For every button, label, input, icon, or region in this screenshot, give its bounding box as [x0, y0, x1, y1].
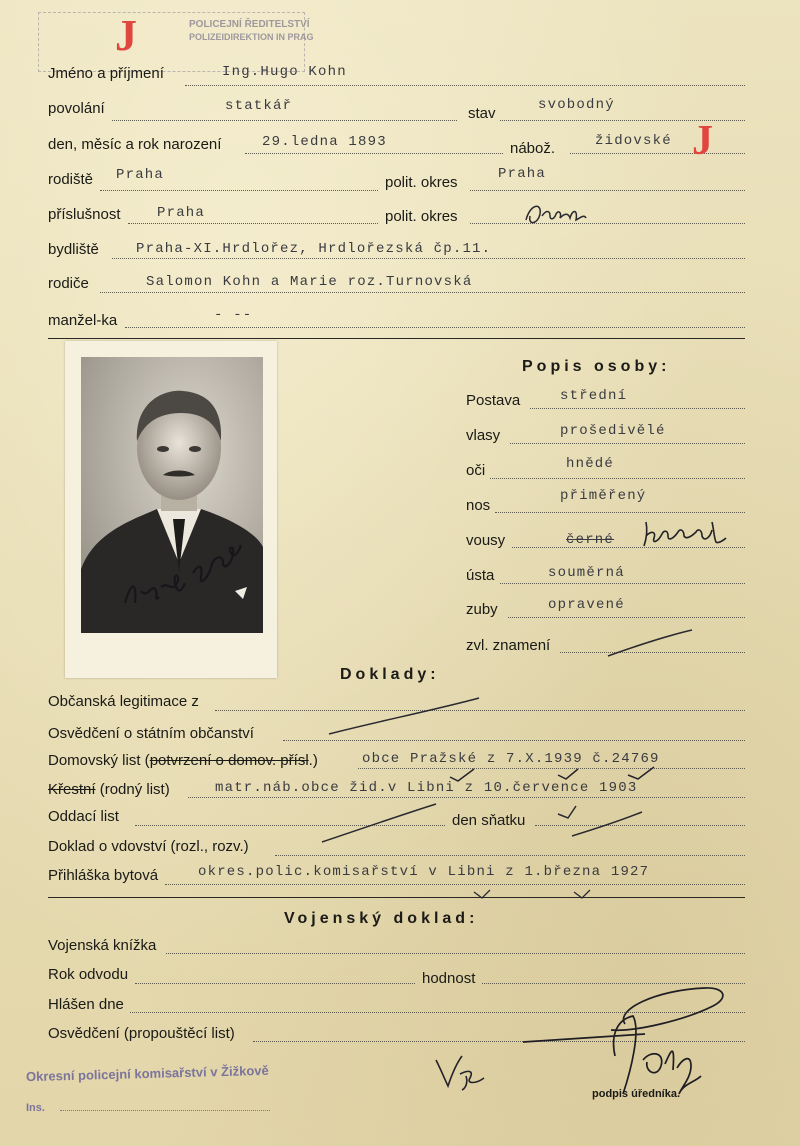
name-line [185, 85, 745, 86]
home-list-label [48, 752, 318, 769]
district-stamp: Okresní policejní komisařství v Žižkově [25, 1062, 269, 1085]
id-dash [325, 696, 485, 736]
year-label: Rok odvodu [48, 966, 129, 983]
hair-value: prošedivělé [560, 423, 666, 439]
signature-label: podpis úředníka. [592, 1088, 681, 1100]
name-value: Ing.Hugo Kohn [222, 64, 347, 80]
section-divider [48, 338, 745, 339]
citizenship-cert-line [283, 740, 745, 741]
birthplace-label: rodiště [48, 171, 94, 188]
certificate-label: Osvědčení (propouštěcí list) [48, 1025, 235, 1042]
birth-cert-value: matr.náb.obce žid.v Libni z 10.července 1903 [215, 780, 638, 796]
spouse-label: manžel-ka [48, 312, 118, 329]
eyes-label: oči [466, 462, 486, 479]
divider-ticks [470, 886, 610, 902]
registration-line [165, 884, 745, 885]
check-marks [448, 765, 678, 785]
marks-label: zvl. znamení [466, 637, 551, 654]
documents-title: Doklady: [340, 666, 440, 683]
portrait-photo [65, 341, 277, 678]
marriage-day-label: den sňatku [452, 812, 526, 829]
occupation-line [112, 120, 457, 121]
home-list-value: obce Pražské z 7.X.1939 č.24769 [362, 751, 660, 767]
beard-handwritten: knírek [640, 518, 643, 519]
registration-label: Přihláška bytová [48, 867, 159, 884]
birth-label: den, měsíc a rok narození [48, 136, 222, 153]
portrait-image [65, 341, 277, 678]
hair-line [510, 443, 745, 444]
occupation-label: povolání [48, 100, 105, 117]
citizenship-value: Praha [157, 205, 206, 221]
beard-label: vousy [466, 532, 506, 549]
religion-label: nábož. [510, 140, 556, 157]
eyes-value: hnědé [566, 456, 615, 472]
religion-j-mark: J [692, 118, 713, 164]
mouth-line [500, 583, 745, 584]
teeth-value: opravené [548, 597, 625, 613]
military-booklet-label: Vojenská knížka [48, 937, 157, 954]
birth-line [245, 153, 503, 154]
nose-line [495, 512, 745, 513]
initials-text: Vz [432, 1052, 434, 1053]
build-line [530, 408, 745, 409]
id-label: Občanská legitimace z [48, 693, 199, 710]
marks-dash [606, 628, 696, 658]
teeth-label: zuby [466, 601, 498, 618]
year-line [135, 983, 415, 984]
birth-cert-label [48, 781, 170, 798]
status-label: stav [468, 105, 496, 122]
teeth-line [508, 617, 745, 618]
marriage-label: Oddací list [48, 808, 119, 825]
birth-cert-label-text: (rodný list) [99, 781, 170, 798]
spouse-line [125, 327, 745, 328]
residence-label: bydliště [48, 241, 99, 258]
occupation-value: statkář [225, 98, 293, 114]
military-title: Vojenský doklad: [284, 910, 479, 927]
widow-label: Doklad o vdovství (rozl., rozv.) [48, 838, 249, 855]
eyes-line [490, 478, 745, 479]
police-stamp [38, 12, 314, 72]
stamp-dots [60, 1110, 270, 1111]
stamp-line: POLICEJNÍ ŘEDITELSTVÍ [189, 19, 310, 30]
widow-line [275, 855, 745, 856]
home-list-label-strike: potvrzení o domov. přísl [149, 752, 309, 769]
spouse-value: - -- [214, 307, 253, 323]
district-stamp-line2: Ins. [26, 1102, 45, 1114]
photo-signature: Ing.Hugo Kohn [65, 341, 72, 342]
handwritten-beard [640, 518, 730, 550]
religion-line [570, 153, 745, 154]
registration-value: okres.polic.komisařství v Libni z 1.března 1927 [198, 864, 650, 880]
religion-value: židovské [595, 133, 672, 149]
district-value: Praha [498, 166, 547, 182]
residence-line [112, 258, 745, 259]
birthplace-value: Praha [116, 167, 165, 183]
stamp-line: POLIZEIDIREKTION IN PRAG [189, 32, 314, 42]
district-label: polit. okres [385, 174, 458, 191]
name-label: Jméno a příjmení [48, 65, 164, 82]
build-value: střední [560, 388, 628, 404]
birthplace-line [100, 190, 378, 191]
military-booklet-line [166, 953, 745, 954]
marriage-dashes [318, 800, 648, 845]
jewish-j-mark: J [115, 11, 137, 60]
initials [432, 1052, 492, 1092]
birth-cert-strike: Křestní [48, 781, 96, 798]
district2-line [470, 223, 745, 224]
parents-label: rodiče [48, 275, 89, 292]
nose-label: nos [466, 497, 491, 514]
nose-value: přiměřený [560, 488, 647, 504]
hair-label: vlasy [466, 427, 501, 444]
parents-line [100, 292, 745, 293]
district2-label: polit. okres [385, 208, 458, 225]
rank-label: hodnost [422, 970, 476, 987]
build-label: Postava [466, 392, 521, 409]
birth-cert-line [188, 797, 745, 798]
section-divider [48, 897, 745, 898]
reported-label: Hlášen dne [48, 996, 124, 1013]
district2-value: Praha [520, 190, 541, 200]
home-list-label-a: Domovský list ( [48, 752, 150, 769]
beard-value: černé [566, 532, 615, 548]
district-line [470, 190, 745, 191]
home-list-label-b: .) [308, 752, 318, 769]
official-signature-text: Kolb [515, 980, 518, 981]
citizenship-cert-label: Osvědčení o státním občanství [48, 725, 254, 742]
mouth-value: souměrná [548, 565, 625, 581]
official-signature [515, 980, 745, 1105]
parents-value: Salomon Kohn a Marie roz.Turnovská [146, 274, 473, 290]
residence-value: Praha-XI.Hrdlořez, Hrdlořezská čp.11. [136, 241, 492, 257]
citizenship-line [128, 223, 378, 224]
handwritten-district [520, 190, 600, 232]
birth-value: 29.ledna 1893 [262, 134, 387, 150]
mouth-label: ústa [466, 567, 495, 584]
description-title: Popis osoby: [522, 358, 671, 375]
citizenship-label: příslušnost [48, 206, 121, 223]
status-value: svobodný [538, 97, 615, 113]
